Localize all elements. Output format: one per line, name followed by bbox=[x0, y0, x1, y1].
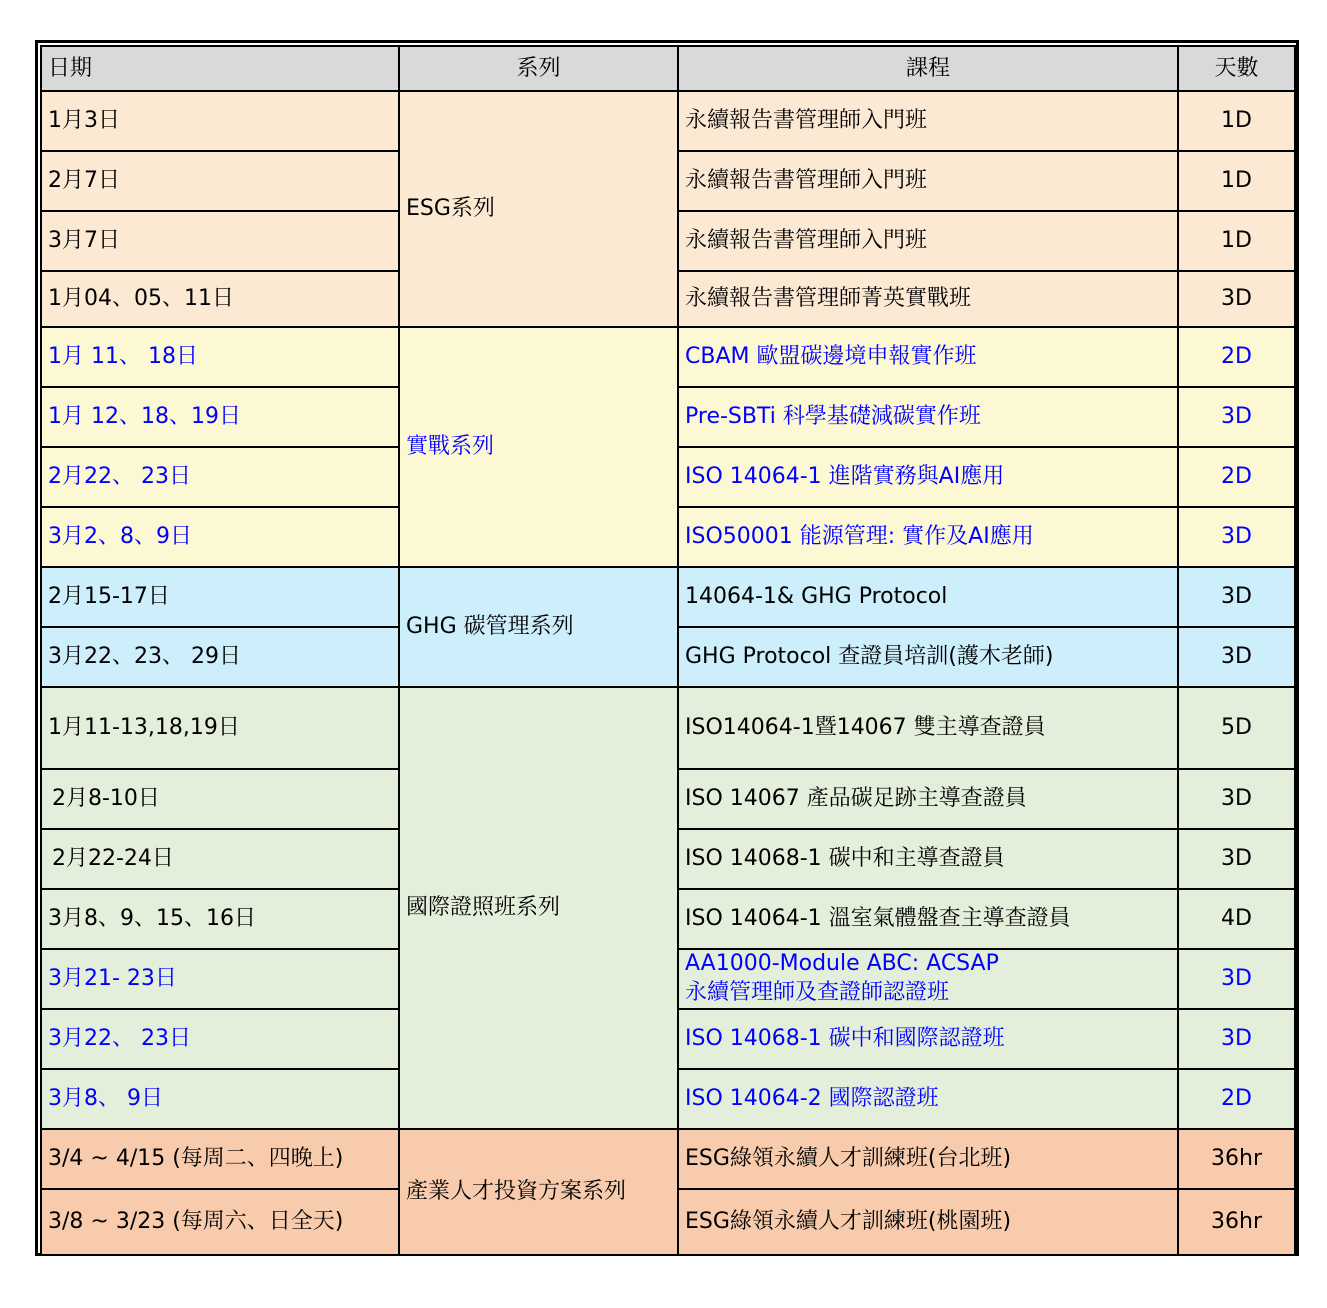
row-course: 永續報告書管理師入門班 bbox=[678, 211, 1178, 271]
row-days: 5D bbox=[1178, 687, 1295, 769]
row-date: 1月11-13,18,19日 bbox=[41, 687, 399, 769]
row-days: 3D bbox=[1178, 1009, 1295, 1069]
row-days: 1D bbox=[1178, 91, 1295, 151]
row-days: 2D bbox=[1178, 1069, 1295, 1129]
row-date: 3月21- 23日 bbox=[41, 949, 399, 1009]
row-date: 1月 11、 18日 bbox=[41, 327, 399, 387]
row-days: 36hr bbox=[1178, 1189, 1295, 1255]
header-days: 天數 bbox=[1178, 46, 1295, 91]
row-course-line2: 永續管理師及查證師認證班 bbox=[685, 980, 950, 1005]
row-date: 3月8、9、15、16日 bbox=[41, 889, 399, 949]
row-course-line1: AA1000-Module ABC: ACSAP bbox=[685, 951, 999, 977]
table-row bbox=[41, 1129, 1295, 1189]
row-days: 4D bbox=[1178, 889, 1295, 949]
row-date: 2月15-17日 bbox=[41, 567, 399, 627]
row-date: 2月22-24日 bbox=[41, 829, 399, 889]
row-course: ISO 14064-1 進階實務與AI應用 bbox=[678, 447, 1178, 507]
header-course: 課程 bbox=[678, 46, 1178, 91]
series-cell-practical: 實戰系列 bbox=[399, 327, 678, 567]
series-cell-esg: ESG系列 bbox=[399, 91, 678, 327]
row-date: 2月8-10日 bbox=[41, 769, 399, 829]
row-course: 14064-1& GHG Protocol bbox=[678, 567, 1178, 627]
row-course: Pre-SBTi 科學基礎減碳實作班 bbox=[678, 387, 1178, 447]
table-row bbox=[41, 687, 1295, 769]
row-date: 3月2、8、9日 bbox=[41, 507, 399, 567]
row-days: 3D bbox=[1178, 949, 1295, 1009]
row-course: ISO50001 能源管理: 實作及AI應用 bbox=[678, 507, 1178, 567]
course-schedule-table bbox=[40, 45, 1296, 1256]
row-date: 3/4 ~ 4/15 (每周二、四晚上) bbox=[41, 1129, 399, 1189]
row-course: 永續報告書管理師菁英實戰班 bbox=[678, 271, 1178, 327]
row-days: 3D bbox=[1178, 769, 1295, 829]
header-series: 系列 bbox=[399, 46, 678, 91]
row-date: 1月04、05、11日 bbox=[41, 271, 399, 327]
row-days: 3D bbox=[1178, 387, 1295, 447]
table-row bbox=[41, 327, 1295, 387]
row-course: ESG綠領永續人才訓練班(桃園班) bbox=[678, 1189, 1178, 1255]
row-date: 1月3日 bbox=[41, 91, 399, 151]
row-date: 3月8、 9日 bbox=[41, 1069, 399, 1129]
table-row bbox=[41, 567, 1295, 627]
row-course bbox=[678, 949, 1178, 1009]
row-course: ISO 14068-1 碳中和國際認證班 bbox=[678, 1009, 1178, 1069]
row-course: ISO14064-1暨14067 雙主導查證員 bbox=[678, 687, 1178, 769]
row-days: 2D bbox=[1178, 327, 1295, 387]
row-course: ISO 14064-2 國際認證班 bbox=[678, 1069, 1178, 1129]
row-days: 3D bbox=[1178, 567, 1295, 627]
header-date: 日期 bbox=[41, 46, 399, 91]
row-days: 1D bbox=[1178, 211, 1295, 271]
row-date: 1月 12、18、19日 bbox=[41, 387, 399, 447]
row-date: 3/8 ~ 3/23 (每周六、日全天) bbox=[41, 1189, 399, 1255]
row-days: 3D bbox=[1178, 271, 1295, 327]
row-course: ESG綠領永續人才訓練班(台北班) bbox=[678, 1129, 1178, 1189]
row-course: CBAM 歐盟碳邊境申報實作班 bbox=[678, 327, 1178, 387]
row-days: 3D bbox=[1178, 627, 1295, 687]
row-course: ISO 14068-1 碳中和主導查證員 bbox=[678, 829, 1178, 889]
row-course: 永續報告書管理師入門班 bbox=[678, 151, 1178, 211]
row-course: GHG Protocol 查證員培訓(護木老師) bbox=[678, 627, 1178, 687]
series-cell-international: 國際證照班系列 bbox=[399, 687, 678, 1129]
table-row bbox=[41, 91, 1295, 151]
row-course: ISO 14064-1 溫室氣體盤查主導查證員 bbox=[678, 889, 1178, 949]
course-schedule-frame bbox=[35, 40, 1299, 1256]
row-days: 3D bbox=[1178, 507, 1295, 567]
row-date: 2月22、 23日 bbox=[41, 447, 399, 507]
header-row bbox=[41, 46, 1295, 91]
row-days: 2D bbox=[1178, 447, 1295, 507]
row-course: 永續報告書管理師入門班 bbox=[678, 91, 1178, 151]
series-cell-industry: 產業人才投資方案系列 bbox=[399, 1129, 678, 1255]
row-days: 36hr bbox=[1178, 1129, 1295, 1189]
series-cell-ghg: GHG 碳管理系列 bbox=[399, 567, 678, 687]
row-date: 2月7日 bbox=[41, 151, 399, 211]
row-date: 3月22、23、 29日 bbox=[41, 627, 399, 687]
row-date: 3月22、 23日 bbox=[41, 1009, 399, 1069]
row-date: 3月7日 bbox=[41, 211, 399, 271]
row-course: ISO 14067 產品碳足跡主導查證員 bbox=[678, 769, 1178, 829]
row-days: 1D bbox=[1178, 151, 1295, 211]
row-days: 3D bbox=[1178, 829, 1295, 889]
